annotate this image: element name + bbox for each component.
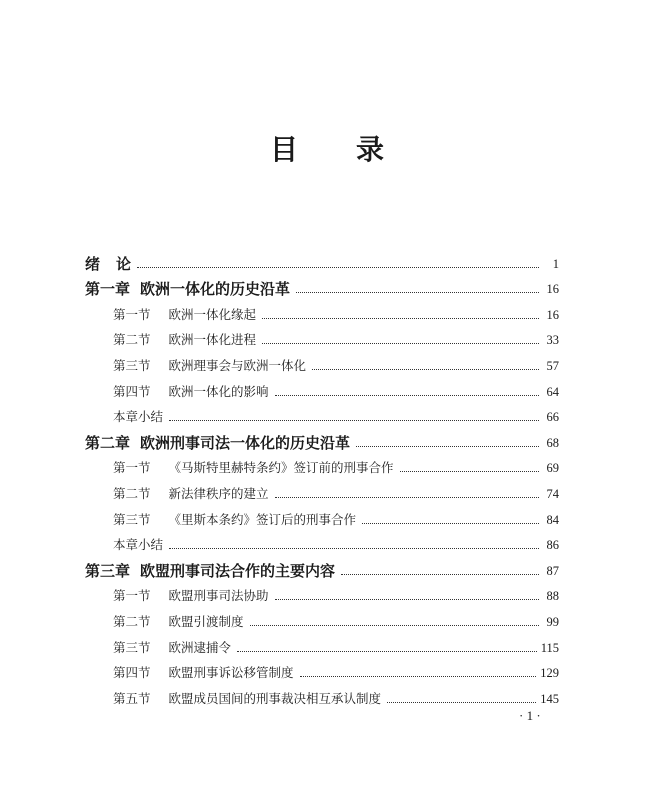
toc-entry-title: 欧盟成员国间的刑事裁决相互承认制度	[168, 690, 382, 706]
toc-entry-title: 欧洲一体化的影响	[168, 383, 269, 399]
toc-entry-title: 欧洲一体化进程	[168, 332, 257, 348]
dot-leader	[275, 497, 539, 498]
toc-entry-title: 欧洲一体化缘起	[168, 306, 257, 322]
toc-page-number: 86	[546, 538, 559, 553]
toc-entry-title: 新法律秩序的建立	[168, 485, 269, 501]
toc-page-number: 68	[546, 435, 559, 450]
toc-page-number: 99	[546, 614, 559, 629]
toc-section-entry[interactable]	[85, 323, 559, 349]
dot-leader	[300, 676, 537, 677]
toc-entry-label	[113, 460, 394, 476]
toc-entry-number: 第一节	[113, 588, 151, 604]
toc-entry-title: 本章小结	[113, 537, 164, 553]
toc-section-entry[interactable]	[85, 579, 559, 605]
toc-entry-label	[113, 614, 244, 630]
toc-page-number: 64	[546, 384, 559, 399]
toc-page-number: 69	[546, 461, 559, 476]
toc-entry-title: 欧盟引渡制度	[168, 613, 244, 629]
toc-entry-number: 第三节	[113, 511, 151, 527]
toc-entry-title: 欧盟刑事司法合作的主要内容	[140, 561, 336, 580]
toc-page-number: 74	[546, 486, 559, 501]
page-title-char-1: 目	[269, 133, 298, 166]
toc-entry-label	[113, 332, 256, 348]
toc-entry-number: 第四节	[113, 383, 151, 399]
toc-page-number: 87	[546, 563, 559, 578]
toc-entry-title: 本章小结	[113, 409, 164, 425]
toc-page-number: 57	[546, 358, 559, 373]
toc-entry-label	[113, 409, 163, 425]
toc-page-number: 16	[546, 307, 559, 322]
table-of-contents	[85, 246, 559, 707]
toc-entry-title: 欧盟刑事诉讼移管制度	[168, 665, 294, 681]
toc-entry-label	[113, 358, 306, 374]
toc-entry-number: 第四节	[113, 665, 151, 681]
toc-page-number: 16	[546, 282, 559, 297]
dot-leader	[275, 395, 539, 396]
toc-intro-char-2: 论	[116, 254, 132, 273]
toc-section-entry[interactable]	[85, 630, 559, 656]
toc-entry-title: 欧洲刑事司法一体化的历史沿革	[140, 433, 351, 452]
toc-entry-number: 第一节	[113, 460, 151, 476]
dot-leader	[312, 369, 539, 370]
toc-entry-number: 第二章	[85, 433, 131, 452]
page-title	[0, 128, 654, 168]
dot-leader	[237, 651, 537, 652]
toc-entry-intro[interactable]	[85, 246, 559, 272]
toc-entry-label	[85, 435, 350, 451]
dot-leader	[356, 446, 539, 447]
toc-entry-title: 《里斯本条约》签订后的刑事合作	[168, 511, 357, 527]
toc-intro-char-1: 绪	[85, 254, 101, 273]
toc-entry-number: 第五节	[113, 690, 151, 706]
toc-section-entry[interactable]	[85, 297, 559, 323]
toc-entry-label	[113, 307, 256, 323]
toc-section-entry[interactable]	[85, 451, 559, 477]
toc-section-entry[interactable]	[85, 374, 559, 400]
toc-entry-number: 第一节	[113, 306, 151, 322]
toc-page-number: 115	[540, 640, 559, 655]
toc-entry-number: 第三节	[113, 357, 151, 373]
toc-entry-number: 第三节	[113, 639, 151, 655]
toc-entry-number: 第二节	[113, 332, 151, 348]
toc-entry-label	[85, 256, 131, 272]
toc-page-number: 1	[552, 256, 559, 271]
toc-entry-label	[85, 281, 290, 297]
toc-entry-title: 欧盟刑事司法协助	[168, 588, 269, 604]
toc-entry-title: 《马斯特里赫特条约》签订前的刑事合作	[168, 460, 394, 476]
toc-entry-label	[113, 640, 231, 656]
dot-leader	[341, 574, 539, 575]
dot-leader	[387, 702, 536, 703]
toc-page-number: 88	[546, 589, 559, 604]
toc-entry-label	[113, 665, 294, 681]
page-footer-number: · 1 ·	[519, 708, 541, 723]
toc-entry-title: 欧洲理事会与欧洲一体化	[168, 357, 307, 373]
toc-section-entry[interactable]	[85, 656, 559, 682]
dot-leader	[362, 523, 539, 524]
toc-entry-title: 欧洲一体化的历史沿革	[140, 280, 291, 299]
toc-chapter-entry[interactable]	[85, 272, 559, 298]
dot-leader	[169, 548, 539, 549]
dot-leader	[400, 471, 539, 472]
toc-chapter-entry[interactable]	[85, 553, 559, 579]
toc-entry-label	[85, 563, 335, 579]
toc-entry-label	[113, 486, 269, 502]
toc-entry-label	[113, 588, 269, 604]
toc-section-entry[interactable]	[85, 681, 559, 707]
toc-entry-label	[113, 384, 269, 400]
toc-entry-label	[113, 512, 356, 528]
toc-section-entry[interactable]	[85, 528, 559, 554]
dot-leader	[275, 599, 539, 600]
toc-entry-label	[113, 537, 163, 553]
dot-leader	[169, 420, 539, 421]
toc-section-entry[interactable]	[85, 604, 559, 630]
toc-page-number: 66	[546, 410, 559, 425]
toc-chapter-entry[interactable]	[85, 425, 559, 451]
toc-entry-label	[113, 691, 381, 707]
toc-entry-number: 第二节	[113, 485, 151, 501]
toc-page-number: 129	[540, 666, 559, 681]
toc-entry-number: 第一章	[85, 280, 131, 299]
toc-section-entry[interactable]	[85, 400, 559, 426]
toc-page-number: 84	[546, 512, 559, 527]
page-title-char-2: 录	[356, 133, 385, 166]
dot-leader	[296, 292, 539, 293]
toc-entry-title: 欧洲逮捕令	[168, 639, 232, 655]
toc-page-number: 33	[546, 333, 559, 348]
dot-leader	[262, 343, 539, 344]
toc-entry-number: 第三章	[85, 561, 131, 580]
toc-section-entry[interactable]	[85, 502, 559, 528]
toc-entry-number: 第二节	[113, 613, 151, 629]
dot-leader	[250, 625, 539, 626]
dot-leader	[262, 318, 539, 319]
dot-leader	[137, 267, 539, 268]
toc-section-entry[interactable]	[85, 348, 559, 374]
toc-section-entry[interactable]	[85, 476, 559, 502]
toc-page-number: 145	[540, 691, 559, 706]
